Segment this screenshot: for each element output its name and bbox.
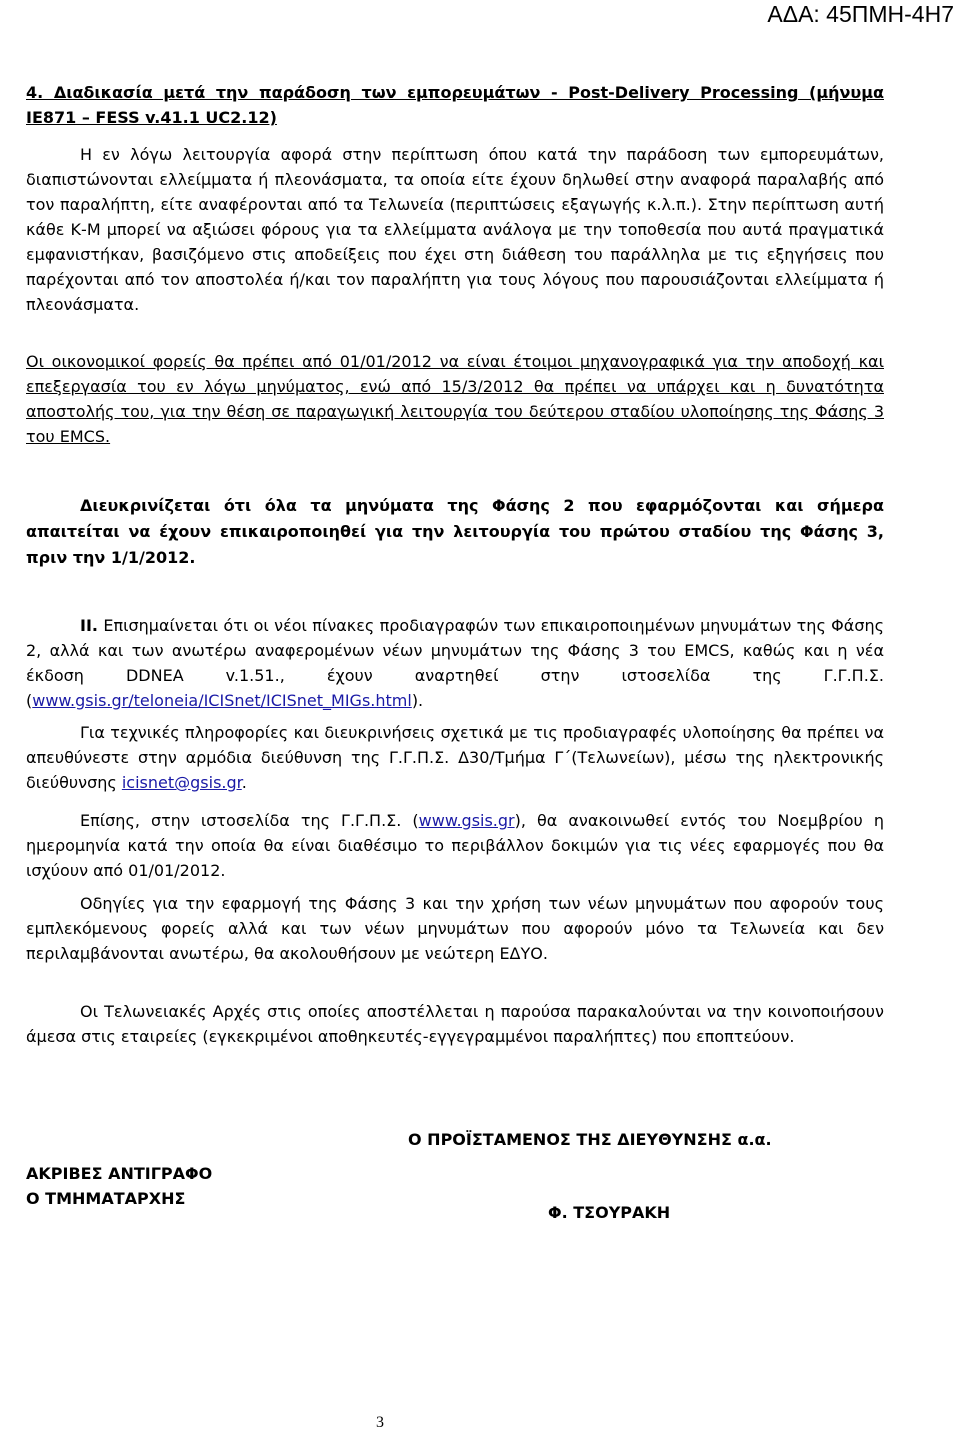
section-2-label: ΙΙ. [80, 616, 98, 635]
section-2-paragraph-2-end: . [241, 773, 247, 792]
section-2-paragraph-2-text: Για τεχνικές πληροφορίες και διευκρινήσεις σχετικά με τις προδιαγραφές υλοποίησης θα πρέπει να απευθύνεστε στην αρμόδια διεύθυνση της Γ.Γ.Π.Σ. Δ30/Τμήμα Γ΄(Τελωνείων), μέσω της ηλεκτρονικής διεύθυνσης [26, 723, 884, 792]
ada-header: ΑΔΑ: 45ΠΜΗ-4Η7 [767, 1, 954, 27]
section-2-paragraph-3 [26, 808, 884, 883]
section-head-label: Ο ΤΜΗΜΑΤΑΡΧΗΣ [26, 1189, 186, 1208]
migs-link[interactable]: www.gsis.gr/teloneia/ICISnet/ICISnet_MIGs.html [32, 691, 412, 710]
section-2-paragraph-2 [26, 720, 884, 795]
section-4-heading: 4. Διαδικασία μετά την παράδοση των εμπορευμάτων - Post-Delivery Processing (μήνυμα IE871 – FESS v.41.1 UC2.12) [26, 83, 884, 127]
section-4-paragraph-2: Οι οικονομικοί φορείς θα πρέπει από 01/01/2012 να είναι έτοιμοι μηχανογραφικά για την αποδοχή και επεξεργασία του εν λόγω μηνύματος, ενώ από 15/3/2012 θα πρέπει να υπάρχει και η δυνατότητα αποστολής του, για την θέση σε παραγωγική λειτουργία του δεύτερου σταδίου υλοποίησης της Φάσης 3 του EMCS. [26, 352, 884, 446]
section-2-paragraph-3-text: Επίσης, στην ιστοσελίδα της Γ.Γ.Π.Σ. ( [80, 811, 419, 830]
section-2-paragraph-1 [26, 613, 884, 713]
page-number: 3 [376, 1414, 384, 1431]
section-4-paragraph-1: Η εν λόγω λειτουργία αφορά στην περίπτωση όπου κατά την παράδοση των εμπορευμάτων, διαπιστώνονται ελλείμματα ή πλεονάσματα, τα οποία είτε έχουν δηλωθεί στην αναφορά παραλαβής από τον παραλήπτη, είτε αναφέρονται από τα Τελωνεία (περιπτώσεις εξαγωγής κ.λ.π.). Στην περίπτωση αυτή κάθε Κ-Μ μπορεί να αξιώσει φόρους για τα ελλείμματα ανάλογα με την τοποθεσία που αυτά πραγματικά εμφανιστήκαν, βασιζόμενο στις αποδείξεις που έχει στη διάθεση του παράλληλα με τις εξηγήσεις που παρέχονται από τον αποστολέα ή/και τον παραλήπτη για τους λόγους που παρουσιάζονται ελλείμματα ή πλεονάσματα. [26, 145, 884, 314]
icisnet-email-link[interactable]: icisnet@gsis.gr [121, 773, 242, 792]
section-2-paragraph-3-end: ), θα ανακοινωθεί εντός του Νοεμβρίου η ημερομηνία κατά την οποία θα είναι διαθέσιμο το περιβάλλον δοκιμών για τις νέες εφαρμογές που θα ισχύουν από 01/01/2012. [26, 811, 884, 880]
section-2-paragraph-5: Οι Τελωνειακές Αρχές στις οποίες αποστέλλεται η παρούσα παρακαλούνται να την κοινοποιήσουν άμεσα στις εταιρείες (εγκεκριμένοι αποθηκευτές-εγγεγραμμένοι παραλήπτες) που εποπτεύουν. [26, 1002, 884, 1046]
clarification-note: Διευκρινίζεται ότι όλα τα μηνύματα της Φάσης 2 που εφαρμόζονται και σήμερα απαιτείται να έχουν επικαιροποιηθεί για την λειτουργία του πρώτου σταδίου της Φάσης 3, πριν την 1/1/2012. [26, 496, 884, 567]
section-2-paragraph-1-text: Επισημαίνεται ότι οι νέοι πίνακες προδιαγραφών των επικαιροποιημένων μηνυμάτων της Φάσης 2, αλλά και των ανωτέρω αναφερομένων νέων μηνυμάτων της Φάσης 3 του EMCS, καθώς και η νέα έκδοση DDNEA v.1.51., έχουν αναρτηθεί στην ιστοσελίδα της Γ.Γ.Π.Σ. ( [26, 616, 884, 710]
section-2-paragraph-1-end: ). [411, 691, 424, 710]
gsis-link[interactable]: www.gsis.gr [418, 811, 515, 830]
certified-copy-label: ΑΚΡΙΒΕΣ ΑΝΤΙΓΡΑΦΟ [26, 1164, 213, 1183]
director-title: Ο ΠΡΟΪΣΤΑΜΕΝΟΣ ΤΗΣ ΔΙΕΥΘΥΝΣΗΣ α.α. [408, 1130, 772, 1149]
section-2-paragraph-4: Οδηγίες για την εφαρμογή της Φάσης 3 και την χρήση των νέων μηνυμάτων που αφορούν τους εμπλεκόμενους φορείς αλλά και των νέων μηνυμάτων που αφορούν μόνο τα Τελωνεία και δεν περιλαμβάνονται ανωτέρω, θα ακολουθήσουν με νεώτερη ΕΔΥΟ. [26, 894, 884, 963]
director-name: Φ. ΤΣΟΥΡΑΚΗ [548, 1203, 671, 1222]
